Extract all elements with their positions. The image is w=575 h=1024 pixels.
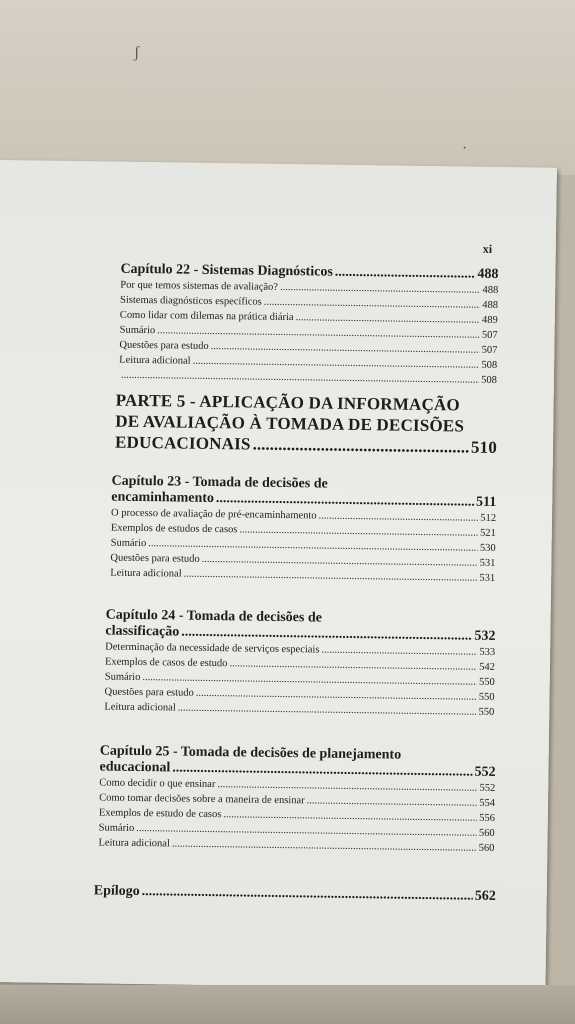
entry-label: Leitura adicional — [119, 354, 191, 367]
entry-page: 550 — [478, 706, 495, 718]
entry-label: Sumário — [110, 537, 147, 550]
entry-page: 542 — [479, 661, 496, 673]
entry-page: 521 — [480, 527, 496, 539]
book-page — [0, 160, 557, 990]
entry-label: Exemplos de estudo de casos — [98, 807, 222, 821]
chapter-heading — [111, 474, 496, 511]
entry-page: 533 — [479, 646, 496, 658]
entry-label: Sumário — [119, 324, 156, 337]
entry-page: 552 — [479, 782, 496, 794]
entry-page: 560 — [478, 827, 495, 839]
chapter-page: 552 — [474, 764, 496, 780]
entry-page: 489 — [481, 314, 498, 326]
chapter-24 — [104, 608, 495, 720]
entry-page: 550 — [478, 691, 495, 703]
entry-page: 554 — [479, 797, 496, 809]
chapter-25 — [98, 743, 495, 856]
part-title-line: DE AVALIAÇÃO À TOMADA DE DECISÕES — [115, 411, 465, 436]
entry-label: Sistemas diagnósticos específicos — [119, 294, 262, 308]
entry-page: 560 — [478, 842, 495, 854]
entry-label: Leitura adicional — [98, 837, 170, 850]
background-surface-bottom — [0, 985, 575, 1024]
entry-label: Como tomar decisões sobre a maneira de ensinar — [99, 792, 305, 807]
epilogue-label: Epílogo — [93, 883, 140, 900]
chapter-title: educacional — [99, 759, 171, 776]
entry-label: Exemplos de casos de estudo — [104, 656, 228, 670]
surface-mark: ʃ — [134, 44, 140, 61]
part-page: 510 — [470, 437, 498, 457]
entry-label: O processo de avaliação de pré-encaminhamento — [111, 507, 317, 522]
surface-mark: · — [462, 140, 468, 157]
entry-page: 507 — [481, 329, 498, 341]
leader-dots — [335, 265, 476, 283]
entry-label: Questões para estudo — [104, 686, 194, 699]
entry-label: Sumário — [98, 822, 135, 834]
leader-dots — [178, 701, 477, 720]
chapter-page: 488 — [477, 266, 499, 282]
part-title-line: PARTE 5 - APLICAÇÃO DA INFORMAÇÃO — [115, 390, 461, 415]
chapter-22 — [119, 262, 499, 388]
entry-page: 508 — [481, 374, 498, 386]
entry-label: Questões para estudo — [119, 339, 209, 352]
leader-dots — [184, 567, 478, 586]
chapter-title: Capítulo 24 - Tomada de decisões de — [105, 607, 322, 626]
entry-label: Como decidir o que ensinar — [99, 777, 216, 791]
entry-label: Leitura adicional — [104, 701, 176, 714]
chapter-title: encaminhamento — [111, 489, 215, 507]
chapter-title: classificação — [105, 623, 180, 640]
entry-label: Por que temos sistemas de avaliação? — [120, 279, 279, 293]
leader-dots — [253, 434, 470, 458]
chapter-page: 511 — [475, 494, 497, 510]
entry-page: 488 — [482, 299, 499, 311]
page-number: xi — [482, 241, 493, 256]
background-surface — [0, 0, 575, 175]
entry-label: Como lidar com dilemas na prática diária — [119, 309, 294, 324]
entry-label: Questões para estudo — [110, 552, 200, 565]
entry-label: Leitura adicional — [110, 567, 182, 580]
part-title-line: EDUCACIONAIS — [114, 432, 251, 454]
entry-page: 556 — [479, 812, 495, 824]
entry-page: 512 — [480, 512, 497, 524]
entry-label: Determinação da necessidade de serviços especiais — [105, 641, 320, 656]
entry-page: 507 — [481, 344, 498, 356]
chapter-page: 532 — [474, 628, 496, 644]
entry-page: 531 — [479, 572, 496, 584]
entry-page: 488 — [482, 284, 499, 296]
chapter-title: Capítulo 25 - Tomada de decisões de planejamento — [99, 743, 402, 763]
entry-page: 530 — [479, 542, 496, 554]
chapter-23 — [110, 474, 496, 586]
epilogue-entry — [94, 883, 496, 905]
entry-label: Sumário — [104, 671, 141, 684]
entry-page: 531 — [479, 557, 496, 569]
leader-dots — [172, 836, 477, 855]
chapter-title: Capítulo 22 - Sistemas Diagnósticos — [120, 261, 333, 280]
chapter-title: Capítulo 23 - Tomada de decisões de — [111, 473, 328, 492]
entry-page: 508 — [481, 359, 498, 371]
entry-page: 550 — [478, 676, 495, 688]
entry-label: Exemplos de estudos de casos — [110, 522, 238, 536]
part-5-heading — [115, 390, 498, 458]
leader-dots — [142, 884, 473, 905]
epilogue-page: 562 — [474, 888, 496, 904]
